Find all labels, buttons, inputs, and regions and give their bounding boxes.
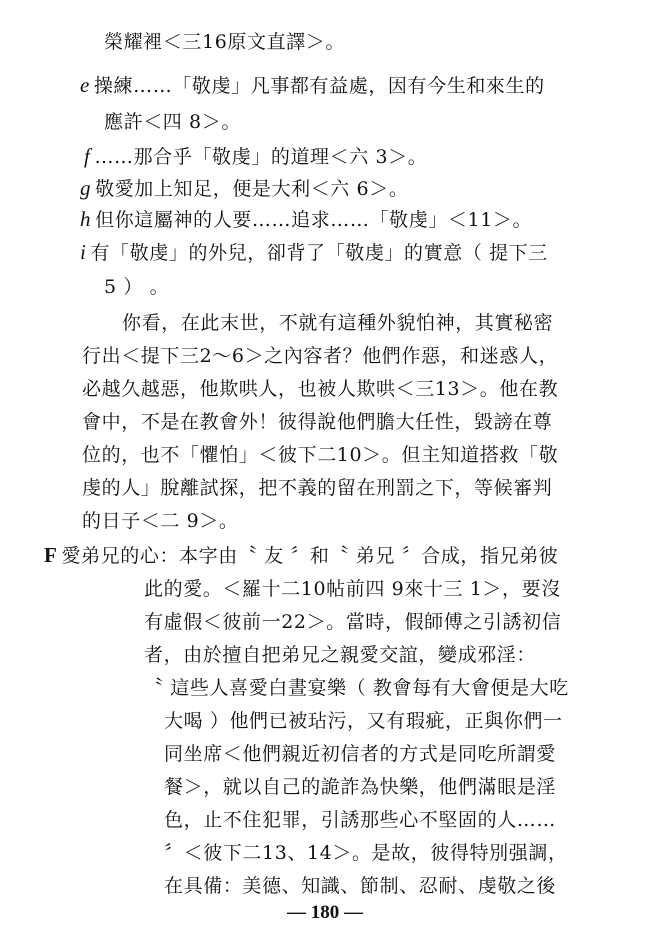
text-line-1: 榮耀裡＜三16原文直譯＞。: [104, 31, 345, 53]
text-line-14: 虔的人」脫離試探，把不義的留在刑罰之下，等候審判: [82, 477, 553, 499]
text-line-4: f ……那合乎「敬虔」的道理＜六 3＞。: [84, 144, 428, 168]
text-line-24: 色，止不住犯罪，引誘那些心不堅固的人……: [164, 809, 557, 831]
text-line-8: 5 ） 。: [104, 276, 170, 298]
text-line-18: 有虛假＜彼前一22＞。當時，假師傅之引誘初信: [144, 611, 562, 633]
text-line-21: 大喝 ）他們已被玷污，又有瑕疵，正與你們一: [164, 710, 563, 732]
section-marker-f: F: [44, 543, 58, 567]
text-line-22: 同坐席＜他們親近初信者的方式是同吃所謂愛: [164, 743, 557, 765]
text-line-11: 必越久越惡，他欺哄人，也被人欺哄＜三13＞。他在教: [82, 378, 559, 400]
text-line-25: 〞＜彼下二13、14＞。是故，彼得特別强調，: [164, 842, 568, 864]
text-line-16: F 愛弟兄的心：本字由〝 友 〞和〝 弟兄 〞合成，指兄弟彼: [44, 543, 559, 567]
text-line-23: 餐＞，就以自己的詭詐為快樂，他們滿眼是淫: [164, 776, 557, 798]
text-line-6: h 但你這屬神的人要……追求……「敬虔」＜11＞。: [80, 207, 533, 231]
text-line-7: i 有「敬虔」的外兒，卻背了「敬虔」的實意（ 提下三: [80, 240, 548, 264]
text-line-13: 位的，也不「懼怕」＜彼下二10＞。但主知道搭救「敬: [82, 444, 559, 466]
text-line-17: 此的愛。＜羅十二10帖前四 9來十三 1＞，要沒: [144, 578, 561, 600]
page-number: — 180 —: [287, 902, 363, 923]
text-line-15: 的日子＜二 9＞。: [82, 510, 239, 532]
item-marker-f: f: [84, 144, 91, 168]
text-line-26: 在具備：美德、知識、節制、忍耐、虔敬之後: [164, 875, 557, 897]
text-line-5: g 敬愛加上知足，便是大利＜六 6＞。: [80, 176, 409, 200]
text-line-10: 行出＜提下三2～6＞之內容者？他們作惡，和迷惑人，: [82, 345, 559, 367]
item-marker-e: e: [80, 73, 90, 97]
text-line-3: 應許＜四 8＞。: [104, 111, 241, 133]
text-line-9: 你看，在此末世，不就有這種外貌怕神，其實秘密: [122, 312, 554, 334]
item-marker-i: i: [80, 240, 87, 264]
item-marker-h: h: [80, 207, 92, 231]
item-marker-g: g: [80, 176, 92, 200]
text-line-2: e 操練……「敬虔」凡事都有益處，因有今生和來生的: [80, 73, 545, 97]
text-line-20: 〝 這些人喜愛白晝宴樂（ 教會每有大會便是大吃: [144, 677, 569, 699]
text-line-12: 會中，不是在教會外！彼得說他們膽大任性，毀謗在尊: [82, 411, 553, 433]
text-line-19: 者，由於擅自把弟兄之親愛交誼，變成邪淫：: [144, 644, 537, 666]
